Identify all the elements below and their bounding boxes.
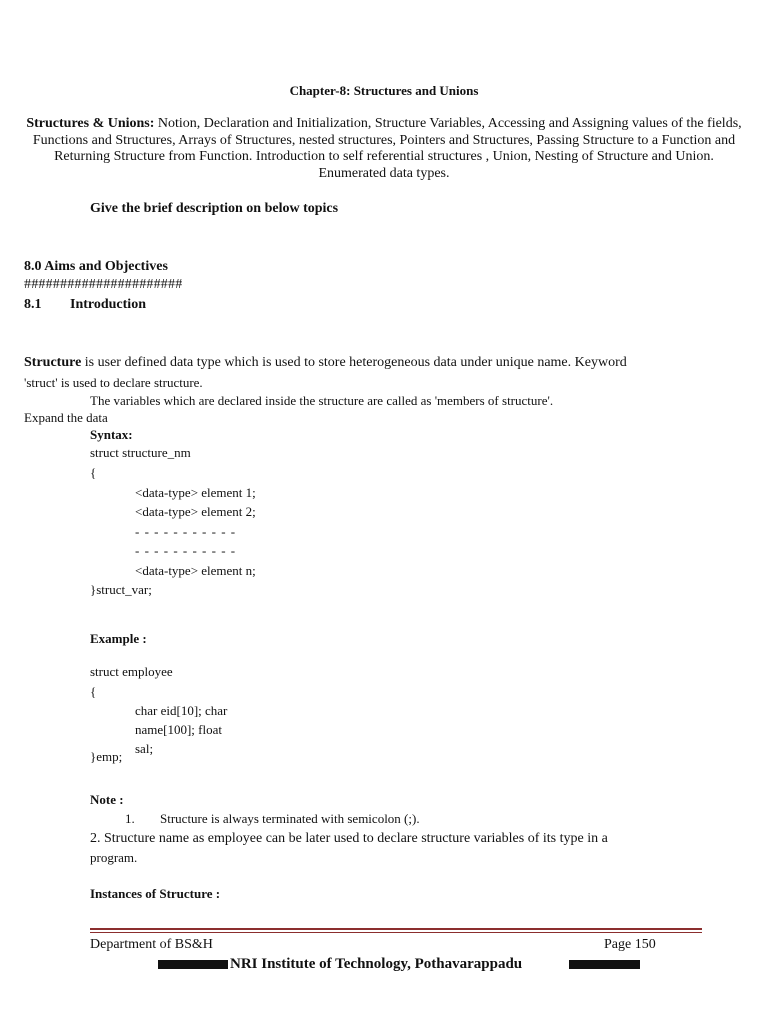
definition-line-1: [24, 355, 627, 371]
example-line: char eid[10]; char: [135, 703, 228, 718]
instances-heading: Instances of Structure :: [90, 886, 221, 901]
syntax-line: {: [90, 465, 97, 480]
intro-title: Introduction: [70, 297, 146, 312]
expand-note: Expand the data: [24, 410, 108, 425]
syntax-line: <data-type> element 1;: [135, 485, 256, 500]
syntax-line: - - - - - - - - - - -: [135, 543, 237, 558]
aims-heading: 8.0 Aims and Objectives: [24, 259, 168, 274]
footer-page-number: Page 150: [604, 937, 656, 952]
footer-rule-thin: [90, 932, 702, 933]
syntax-label: Syntax:: [90, 427, 133, 442]
topics-paragraph: [24, 116, 744, 182]
definition-term: Structure: [24, 355, 82, 370]
topics-text: Notion, Declaration and Initialization, Structure Variables, Accessing and Assigning values of the fields, Functions and Structures, Arrays of Structures, nested structures, Pointers and Structures, Passing Structure to a Function and Returning Structure from Function. Introduction to self referential structures , Union, Nesting of Structure and Union. Enumerated data types.: [32, 116, 742, 181]
syntax-line: <data-type> element 2;: [135, 504, 256, 519]
syntax-line: - - - - - - - - - - -: [135, 524, 237, 539]
example-line: struct employee: [90, 664, 173, 679]
syntax-line: }struct_var;: [90, 582, 152, 597]
definition-line-1-text: is user defined data type which is used to store heterogeneous data under unique name. Keyword: [81, 355, 627, 370]
footer-bar-right: [569, 960, 640, 969]
example-line: sal;: [135, 741, 154, 756]
syntax-line: <data-type> element n;: [135, 563, 256, 578]
hash-line: ######################: [24, 277, 183, 292]
footer-bar-left: [158, 960, 228, 969]
example-label: Example :: [90, 631, 147, 646]
footer-rule: [90, 928, 702, 930]
intro-number: 8.1: [24, 297, 42, 312]
example-line: }emp;: [90, 749, 123, 764]
footer-institute: NRI Institute of Technology, Pothavarappadu: [230, 956, 523, 972]
topics-label: Structures & Unions:: [26, 116, 155, 131]
example-line: name[100]; float: [135, 722, 222, 737]
example-line: {: [90, 684, 97, 699]
syntax-line: struct structure_nm: [90, 445, 191, 460]
note-label: Note :: [90, 792, 124, 807]
note-item-2-line-2: program.: [90, 850, 138, 865]
definition-line-2: 'struct' is used to declare structure.: [24, 375, 203, 390]
note-item-1-number: 1.: [125, 811, 135, 826]
chapter-title: Chapter-8: Structures and Unions: [289, 83, 479, 98]
footer-department: Department of BS&H: [90, 937, 213, 952]
brief-heading: Give the brief description on below topics: [90, 201, 339, 216]
note-item-2-line-1: 2. Structure name as employee can be later used to declare structure variables of its type in a: [90, 831, 608, 846]
note-item-1: Structure is always terminated with semicolon (;).: [160, 811, 420, 826]
definition-line-3: The variables which are declared inside the structure are called as 'members of structure'.: [90, 393, 554, 408]
